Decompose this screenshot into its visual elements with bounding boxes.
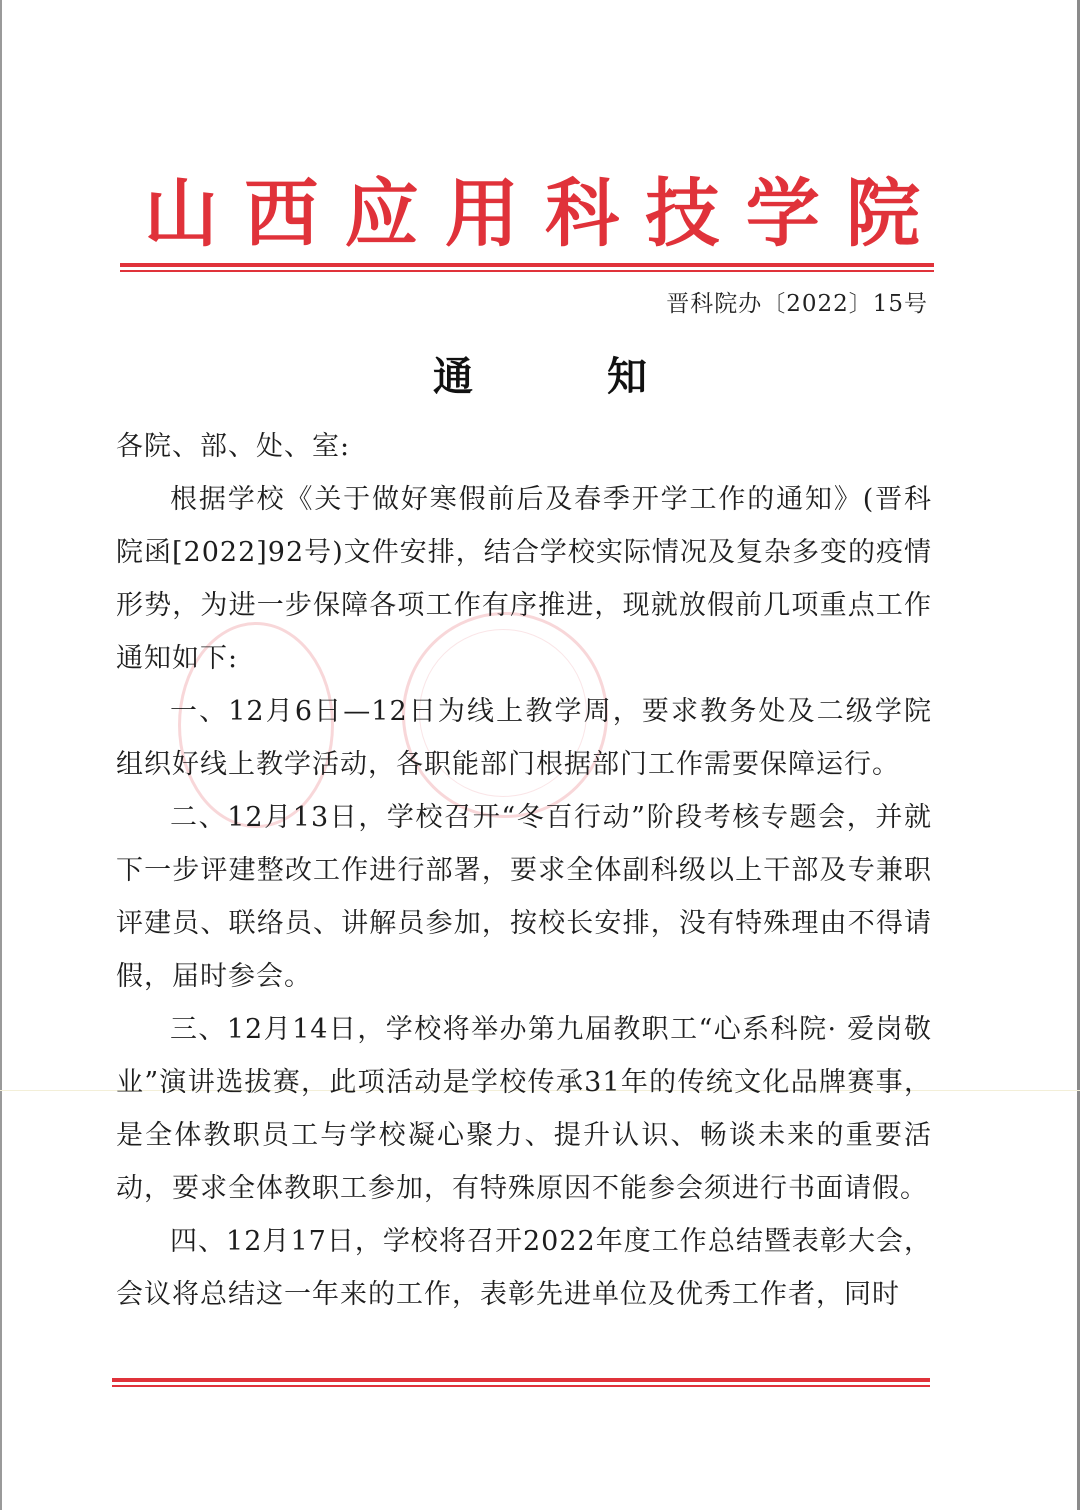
header-char: 院 [845,171,920,257]
body-paragraph: 根据学校《关于做好寒假前后及春季开学工作的通知》(晋科院函[2022]92号)文件安排，结合学校实际情况及复杂多变的疫情形势，为进一步保障各项工作有序推进，现就放假前几项重点工作通知如下: [116,484,932,674]
notice-title: 通 知 [433,353,707,400]
header-rule-thick [120,263,934,267]
header-rule-thin [120,270,934,272]
footer-rule-thin [112,1385,930,1387]
header-char: 山 [144,171,218,257]
institution-header [110,168,950,260]
body-paragraph: 四、12月17日，学校将召开2022年度工作总结暨表彰大会，会议将总结这一年来的工作，表彰先进单位及优秀工作者，同时 [116,1226,932,1310]
document-body [116,420,932,1321]
header-char: 学 [745,171,820,257]
footer-rule-thick [112,1378,930,1382]
header-char: 用 [444,171,519,257]
header-char: 应 [344,171,419,257]
header-char: 技 [645,171,720,257]
page-edge-left [0,0,2,1510]
header-char: 科 [545,171,620,257]
body-paragraph: 二、12月13日，学校召开“冬百行动”阶段考核专题会，并就下一步评建整改工作进行部署，要求全体副科级以上干部及专兼职评建员、联络员、讲解员参加，按校长安排，没有特殊理由不得请假，届时参会。 [116,802,932,992]
salutation: 各院、部、处、室: [116,431,351,462]
body-paragraph: 三、12月14日，学校将举办第九届教职工“心系科院· 爱岗敬业”演讲选拔赛，此项活动是学校传承31年的传统文化品牌赛事，是全体教职员工与学校凝心聚力、提升认识、畅谈未来的重要活动，要求全体教职工参加，有特殊原因不能参会须进行书面请假。 [116,1014,932,1204]
body-paragraph: 一、12月6日—12日为线上教学周，要求教务处及二级学院组织好线上教学活动，各职能部门根据部门工作需要保障运行。 [116,696,932,780]
header-char: 西 [244,171,319,257]
document-number: 晋科院办〔2022〕15号 [666,291,928,317]
